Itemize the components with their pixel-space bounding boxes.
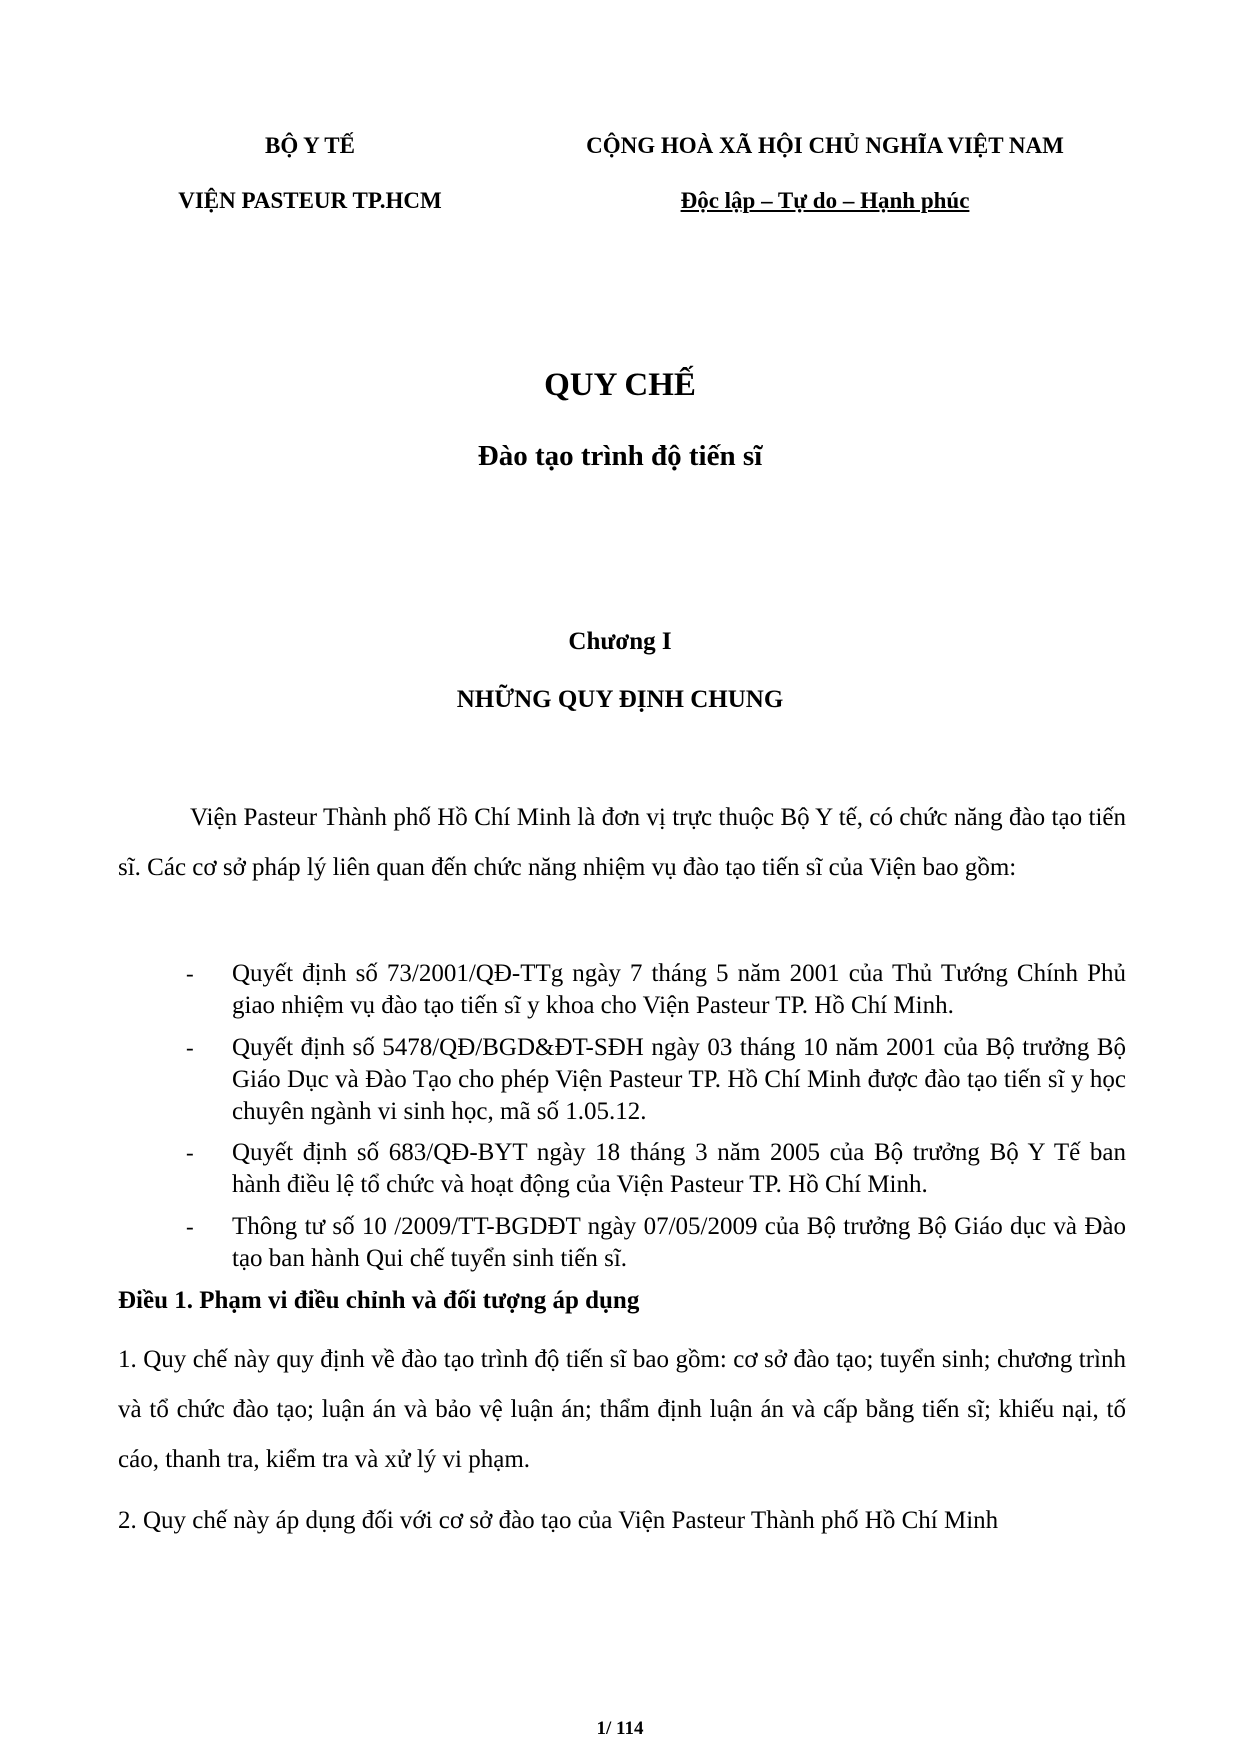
country-name: CỘNG HOÀ XÃ HỘI CHỦ NGHĨA VIỆT NAM: [586, 133, 1064, 158]
chapter-number: Chương I: [568, 628, 672, 655]
institute-name: VIỆN PASTEUR TP.HCM: [178, 188, 442, 213]
list-item: [186, 958, 1126, 1022]
bullet-dash: -: [186, 961, 194, 986]
article-heading: Điều 1. Phạm vi điều chỉnh và đối tượng áp dụng: [118, 1287, 640, 1314]
ministry-name: BỘ Y TẾ: [265, 133, 355, 158]
bullet-dash: -: [186, 1214, 194, 1239]
document-subtitle: Đào tạo trình độ tiến sĩ: [477, 440, 763, 472]
list-item: [186, 1032, 1126, 1128]
article-clause-1: 1. Quy chế này quy định về đào tạo trình độ tiến sĩ bao gồm: cơ sở đào tạo; tuyển sinh; chương trình và tổ chức đào tạo; luận án và bảo vệ luận án; thẩm định luận án và cấp bằng tiến sĩ; khiếu nại, tố cáo, thanh tra, kiểm tra và xử lý vi phạm.: [118, 1346, 1126, 1473]
bullet-text: Quyết định số 73/2001/QĐ-TTg ngày 7 tháng 5 năm 2001 của Thủ Tướng Chính Phủ giao nhiệm vụ đào tạo tiến sĩ y khoa cho Viện Pasteur TP. Hồ Chí Minh.: [232, 960, 1126, 1019]
bullet-text: Thông tư số 10 /2009/TT-BGDĐT ngày 07/05/2009 của Bộ trưởng Bộ Giáo dục và Đào tạo ban hành Qui chế tuyển sinh tiến sĩ.: [232, 1213, 1126, 1272]
bullet-dash: -: [186, 1035, 194, 1060]
list-item: [186, 1137, 1126, 1201]
bullet-text: Quyết định số 5478/QĐ/BGD&ĐT-SĐH ngày 03 tháng 10 năm 2001 của Bộ trưởng Bộ Giáo Dục và Đào Tạo cho phép Viện Pasteur TP. Hồ Chí Minh được đào tạo tiến sĩ y học chuyên ngành vi sinh học, mã số 1.05.12.: [232, 1034, 1126, 1125]
bullet-dash: -: [186, 1140, 194, 1165]
article-clause-2: 2. Quy chế này áp dụng đối với cơ sở đào tạo của Viện Pasteur Thành phố Hồ Chí Minh: [118, 1507, 999, 1534]
bullet-text: Quyết định số 683/QĐ-BYT ngày 18 tháng 3 năm 2005 của Bộ trưởng Bộ Y Tế ban hành điều lệ tổ chức và hoạt động của Viện Pasteur TP. Hồ Chí Minh.: [232, 1139, 1126, 1198]
document-title: QUY CHẾ: [544, 367, 696, 403]
list-item: [186, 1211, 1126, 1275]
page-number: 1/ 114: [596, 1718, 644, 1739]
national-motto: Độc lập – Tự do – Hạnh phúc: [680, 188, 970, 213]
intro-paragraph: Viện Pasteur Thành phố Hồ Chí Minh là đơn vị trực thuộc Bộ Y tế, có chức năng đào tạo tiến sĩ. Các cơ sở pháp lý liên quan đến chức năng nhiệm vụ đào tạo tiến sĩ của Viện bao gồm:: [118, 804, 1126, 881]
chapter-name: NHỮNG QUY ĐỊNH CHUNG: [456, 686, 784, 713]
